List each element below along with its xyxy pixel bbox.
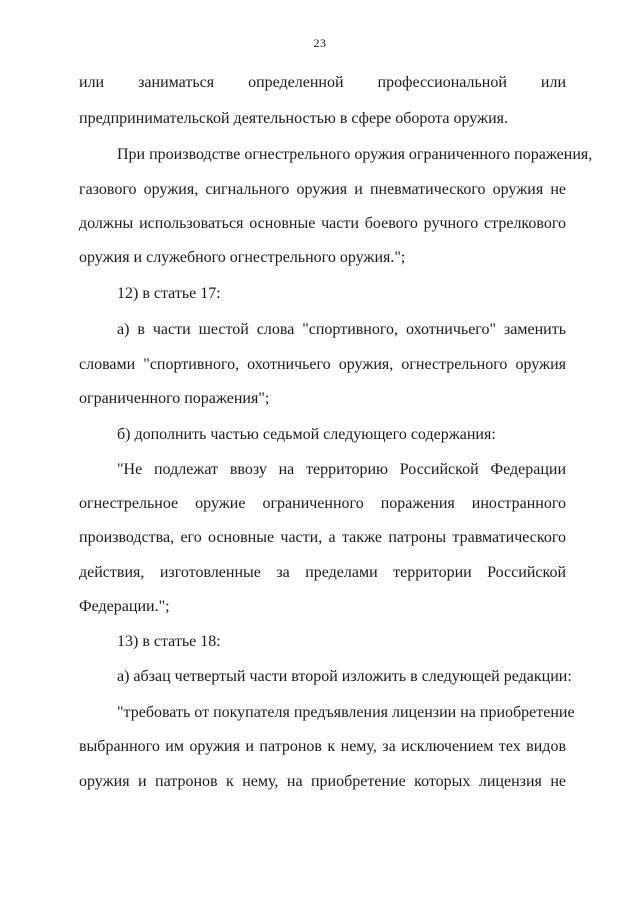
text-line: оружия и служебного огнестрельного оружия."; [79,249,406,266]
page-number: 23 [313,36,327,50]
subitem-b-line: б) дополнить частью седьмой следующего содержания: [117,426,496,443]
text-line: огнестрельное оружие ограниченного поражения иностранного [79,495,566,512]
text-line: действия, изготовленные за пределами территории Российской [79,564,566,581]
text-line: Федерации."; [79,598,170,615]
quote-start-line: "требовать от покупателя предъявления лицензии на приобретение [117,704,575,721]
subitem-a-line: а) в части шестой слова "спортивного, охотничьего" заменить [117,321,566,338]
text-line: словами "спортивного, охотничьего оружия, огнестрельного оружия [79,356,566,373]
text-line: предпринимательской деятельностью в сфере оборота оружия. [79,110,509,127]
text-line: выбранного им оружия и патронов к нему, за исключением тех видов [79,738,566,755]
text-line: ограниченного поражения"; [79,390,270,407]
list-item-12: 12) в статье 17: [117,285,221,302]
text-line: должны использоваться основные части боевого ручного стрелкового [79,215,566,232]
text-line: оружия и патронов к нему, на приобретение которых лицензия не [79,773,566,790]
text-line: производства, его основные части, а также патроны травматического [79,529,566,546]
quote-start-line: "Не подлежат ввозу на территорию Российской Федерации [117,461,566,478]
list-item-13: 13) в статье 18: [117,633,221,650]
paragraph-start-line: При производстве огнестрельного оружия ограниченного поражения, [117,146,593,163]
text-line: или заниматься определенной профессиональной или [79,74,566,91]
text-line: газового оружия, сигнального оружия и пневматического оружия не [79,181,566,198]
subitem-a-line: а) абзац четвертый части второй изложить в следующей редакции: [117,668,572,685]
